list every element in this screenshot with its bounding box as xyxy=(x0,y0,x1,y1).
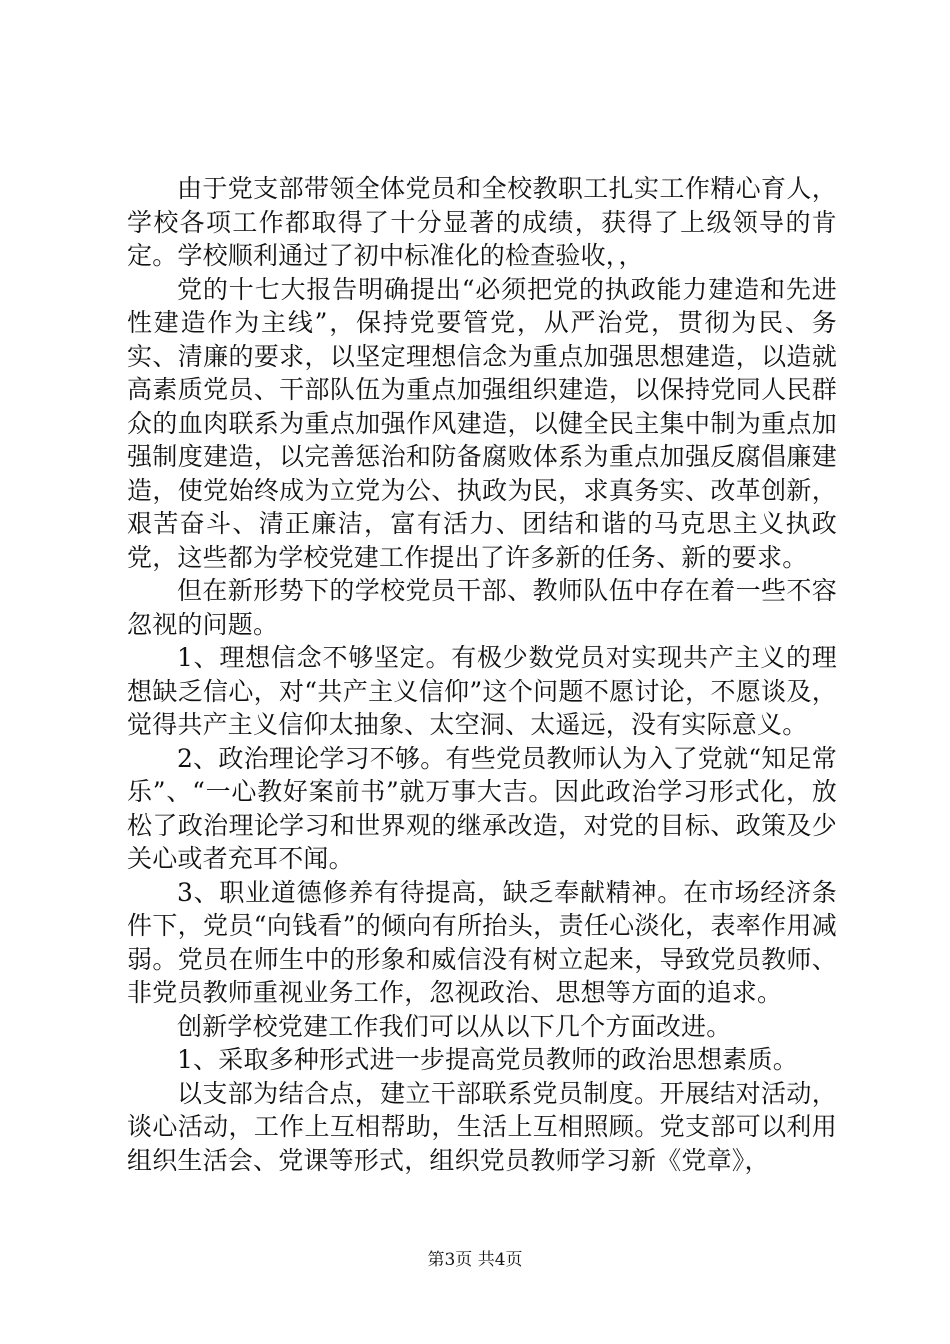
paragraph-improvements-intro: 创新学校党建工作我们可以从以下几个方面改进。 xyxy=(177,1011,732,1041)
paragraph-problems-intro: 但在新形势下的学校党员干部、教师队伍中存在着一些不容忽视的问题。 xyxy=(127,576,837,639)
paragraph-problem-2: 2、政治理论学习不够。有些党员教师认为入了党就“知足常乐”、“一心教好案前书”就万事大吉。因此政治学习形式化，放松了政治理论学习和世界观的继承改造，对党的目标、政策及少关心或者充耳不闻。 xyxy=(127,743,837,873)
paragraph-branch-system: 以支部为结合点，建立干部联系党员制度。开展结对活动，谈心活动，工作上互相帮助，生活上互相照顾。党支部可以利用组织生活会、党课等形式，组织党员教师学习新《党章》， xyxy=(127,1078,837,1175)
page-footer: 第3页 共4页 xyxy=(427,1250,523,1270)
document-body xyxy=(127,172,837,1177)
paragraph-problem-1: 1、理想信念不够坚定。有极少数党员对实现共产主义的理想缺乏信心，对“共产主义信仰”这个问题不愿讨论，不愿谈及，觉得共产主义信仰太抽象、太空洞、太遥远，没有实际意义。 xyxy=(127,643,837,739)
paragraph-congress-report: 党的十七大报告明确提出“必须把党的执政能力建造和先进性建造作为主线”，保持党要管党，从严治党，贯彻为民、务实、清廉的要求，以坚定理想信念为重点加强思想建造，以造就高素质党员、干部队伍为重点加强组织建造，以保持党同人民群众的血肉联系为重点加强作风建造，以健全民主集中制为重点加强制度建造，以完善惩治和防备腐败体系为重点加强反腐倡廉建造，使党始终成为立党为公、执政为民，求真务实、改革创新，艰苦奋斗、清正廉洁，富有活力、团结和谐的马克思主义执政党，这些都为学校党建工作提出了许多新的任务、新的要求。 xyxy=(127,274,837,572)
paragraph-problem-3: 3、职业道德修养有待提高，缺乏奉献精神。在市场经济条件下，党员“向钱看”的倾向有所抬头，责任心淡化，表率作用减弱。党员在师生中的形象和威信没有树立起来，导致党员教师、非党员教师重视业务工作，忽视政治、思想等方面的追求。 xyxy=(127,877,837,1007)
paragraph-improvement-1: 1、采取多种形式进一步提高党员教师的政治思想素质。 xyxy=(177,1045,798,1074)
paragraph-achievements: 由于党支部带领全体党员和全校教职工扎实工作精心育人，学校各项工作都取得了十分显著的成绩，获得了上级领导的肯定。学校顺利通过了初中标准化的检查验收，， xyxy=(127,174,837,270)
